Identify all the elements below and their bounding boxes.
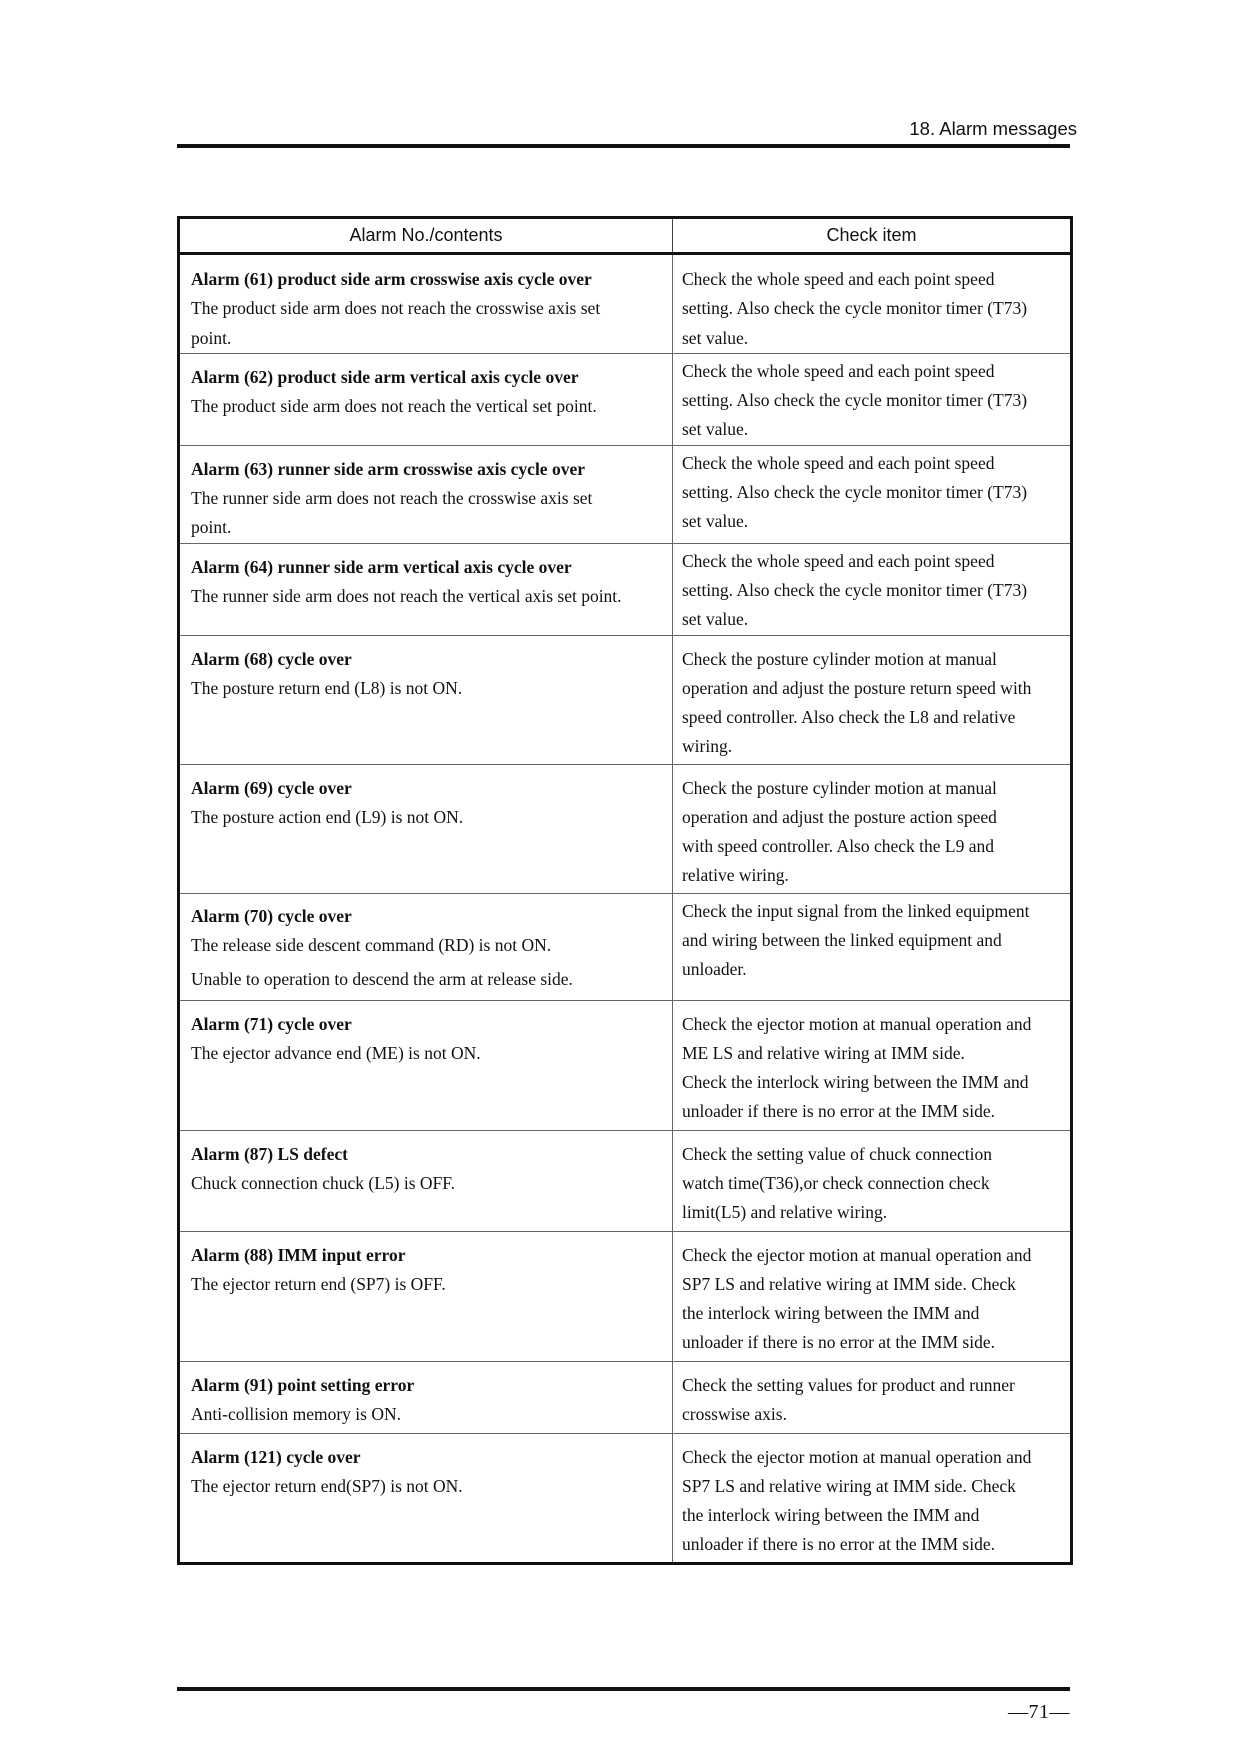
check-text: the interlock wiring between the IMM and — [682, 1303, 980, 1324]
table-row — [179, 635, 1072, 764]
alarm-description: The ejector return end(SP7) is not ON. — [191, 1475, 463, 1496]
alarm-cell — [179, 254, 673, 354]
check-cell — [673, 893, 1072, 1000]
column-header-check: Check item — [673, 218, 1072, 254]
alarm-cell — [179, 893, 673, 1000]
section-title: 18. Alarm messages — [909, 118, 1077, 139]
check-cell — [673, 764, 1072, 893]
table-row — [179, 1231, 1072, 1361]
alarm-title: Alarm (64) runner side arm vertical axis cycle over — [191, 556, 572, 577]
check-text: setting. Also check the cycle monitor timer (T73) — [682, 298, 1028, 319]
check-text: speed controller. Also check the L8 and relative — [682, 707, 1016, 728]
check-text: Check the interlock wiring between the IMM and — [682, 1072, 1029, 1093]
check-text: Check the whole speed and each point speed — [682, 269, 995, 289]
check-text: setting. Also check the cycle monitor timer (T73) — [682, 390, 1028, 411]
check-text: operation and adjust the posture action speed — [682, 806, 997, 827]
check-text: watch time(T36),or check connection check — [682, 1172, 990, 1193]
alarm-description: The release side descent command (RD) is not ON. — [191, 934, 552, 955]
check-text: relative wiring. — [682, 865, 789, 886]
check-text: with speed controller. Also check the L9 and — [682, 836, 995, 857]
alarm-title: Alarm (71) cycle over — [191, 1013, 352, 1034]
table-row — [179, 1433, 1072, 1563]
alarm-cell — [179, 1361, 673, 1433]
check-cell — [673, 353, 1072, 445]
check-text: Check the setting values for product and runner — [682, 1374, 1015, 1395]
check-text: Check the posture cylinder motion at manual — [682, 777, 997, 798]
check-text: Check the whole speed and each point speed — [682, 360, 995, 381]
check-text: Check the whole speed and each point speed — [682, 550, 995, 571]
table-row — [179, 254, 1072, 354]
check-text: the interlock wiring between the IMM and — [682, 1505, 980, 1526]
check-text: and wiring between the linked equipment and — [682, 929, 1002, 950]
alarm-title: Alarm (91) point setting error — [191, 1374, 415, 1395]
check-text: setting. Also check the cycle monitor timer (T73) — [682, 482, 1028, 503]
alarm-description: Anti-collision memory is ON. — [191, 1403, 401, 1424]
check-text: Check the input signal from the linked equipment — [682, 900, 1030, 921]
check-cell — [673, 1433, 1072, 1563]
alarm-description: point. — [191, 327, 232, 348]
check-text: unloader if there is no error at the IMM side. — [682, 1332, 995, 1353]
check-text: Check the setting value of chuck connection — [682, 1143, 993, 1164]
table-row — [179, 445, 1072, 543]
check-text: SP7 LS and relative wiring at IMM side. Check — [682, 1475, 1016, 1496]
check-cell — [673, 1130, 1072, 1231]
check-text: Check the posture cylinder motion at manual — [682, 648, 997, 669]
check-text: ME LS and relative wiring at IMM side. — [682, 1042, 965, 1063]
check-text: crosswise axis. — [682, 1403, 787, 1424]
table-row — [179, 893, 1072, 1000]
check-text: Check the ejector motion at manual operation and — [682, 1013, 1032, 1034]
check-cell — [673, 1231, 1072, 1361]
check-cell — [673, 635, 1072, 764]
header-rule — [177, 144, 1070, 148]
check-text: setting. Also check the cycle monitor timer (T73) — [682, 579, 1028, 600]
alarm-description: The runner side arm does not reach the vertical axis set point. — [191, 585, 622, 606]
check-text: wiring. — [682, 736, 733, 757]
alarm-description: The posture return end (L8) is not ON. — [191, 677, 463, 698]
check-cell — [673, 543, 1072, 635]
check-cell — [673, 254, 1072, 354]
table-row — [179, 764, 1072, 893]
alarm-title: Alarm (63) runner side arm crosswise axis cycle over — [191, 458, 585, 479]
alarm-description: Unable to operation to descend the arm at release side. — [191, 969, 573, 990]
check-text: set value. — [682, 511, 749, 532]
check-text: operation and adjust the posture return speed with — [682, 677, 1032, 698]
table-row — [179, 353, 1072, 445]
alarm-description: point. — [191, 517, 232, 538]
check-text: set value. — [682, 419, 749, 440]
alarm-title: Alarm (61) product side arm crosswise axis cycle over — [191, 269, 592, 289]
alarm-description: Chuck connection chuck (L5) is OFF. — [191, 1172, 455, 1193]
alarm-title: Alarm (70) cycle over — [191, 905, 352, 926]
check-text: limit(L5) and relative wiring. — [682, 1202, 888, 1223]
check-cell — [673, 445, 1072, 543]
alarm-title: Alarm (121) cycle over — [191, 1446, 361, 1467]
alarm-cell — [179, 353, 673, 445]
alarm-table — [177, 216, 1073, 1565]
alarm-description: The ejector advance end (ME) is not ON. — [191, 1042, 481, 1063]
alarm-cell — [179, 764, 673, 893]
alarm-cell — [179, 543, 673, 635]
check-text: SP7 LS and relative wiring at IMM side. Check — [682, 1273, 1016, 1294]
table-row — [179, 543, 1072, 635]
check-text: Check the ejector motion at manual operation and — [682, 1244, 1032, 1265]
alarm-cell — [179, 1231, 673, 1361]
footer-rule — [177, 1687, 1070, 1691]
alarm-title: Alarm (88) IMM input error — [191, 1244, 406, 1265]
check-cell — [673, 1361, 1072, 1433]
table-row — [179, 1130, 1072, 1231]
alarm-title: Alarm (69) cycle over — [191, 777, 352, 798]
table-header-row — [179, 218, 1072, 254]
alarm-cell — [179, 1433, 673, 1563]
check-text: unloader if there is no error at the IMM side. — [682, 1101, 995, 1122]
table-row — [179, 1000, 1072, 1130]
check-text: unloader. — [682, 959, 747, 980]
alarm-description: The product side arm does not reach the crosswise axis set — [191, 298, 601, 319]
check-text: Check the ejector motion at manual operation and — [682, 1446, 1032, 1467]
alarm-cell — [179, 1130, 673, 1231]
alarm-title: Alarm (62) product side arm vertical axis cycle over — [191, 366, 579, 387]
alarm-cell — [179, 445, 673, 543]
page-number: —71— — [1008, 1701, 1070, 1723]
alarm-description: The posture action end (L9) is not ON. — [191, 806, 464, 827]
alarm-description: The product side arm does not reach the vertical set point. — [191, 396, 597, 417]
alarm-title: Alarm (87) LS defect — [191, 1143, 348, 1164]
check-cell — [673, 1000, 1072, 1130]
check-text: set value. — [682, 327, 749, 348]
alarm-cell — [179, 635, 673, 764]
table-row — [179, 1361, 1072, 1433]
alarm-cell — [179, 1000, 673, 1130]
alarm-description: The ejector return end (SP7) is OFF. — [191, 1273, 446, 1294]
column-header-alarm: Alarm No./contents — [179, 218, 673, 254]
alarm-title: Alarm (68) cycle over — [191, 648, 352, 669]
check-text: unloader if there is no error at the IMM side. — [682, 1534, 995, 1555]
check-text: set value. — [682, 609, 749, 630]
alarm-description: The runner side arm does not reach the crosswise axis set — [191, 488, 593, 509]
check-text: Check the whole speed and each point speed — [682, 452, 995, 473]
